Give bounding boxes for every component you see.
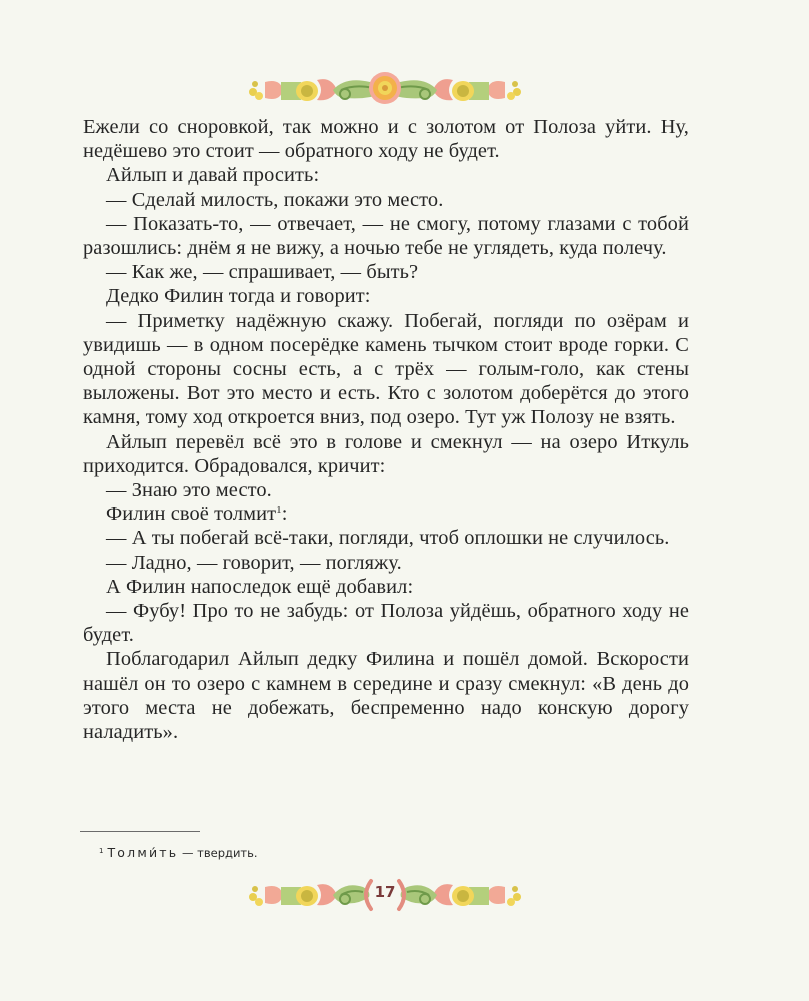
footnote-separator: —	[178, 846, 198, 860]
paragraph: — Фубу! Про то не забудь: от Полоза уйдёшь, обратного ходу не будет.	[83, 600, 689, 647]
footnote-term: Толми́ть	[107, 845, 179, 860]
paragraph: Ежели со сноровкой, так можно и с золотом от Полоза уйти. Ну, недёшево это стоит — обратного ходу не будет.	[83, 116, 689, 163]
footnote-divider	[80, 831, 200, 832]
footnote-definition: твердить.	[197, 846, 258, 860]
paragraph: — Знаю это место.	[106, 479, 272, 502]
page-number: 17	[374, 883, 396, 901]
paragraph: — А ты побегай всё-таки, погляди, чтоб оплошки не случилось.	[106, 527, 670, 550]
paragraph: Поблагодарил Айлып дедку Филина и пошёл домой. Вскорости нашёл он то озеро с камнем в середине и сразу смекнул: «В день до этого места не добежать, беспременно надо конскую дорогу наладить».	[83, 648, 689, 744]
paragraph: — Как же, — спрашивает, — быть?	[106, 261, 419, 284]
top-floral-ornament-icon	[245, 68, 525, 108]
paragraph: — Показать-то, — отвечает, — не смогу, потому глазами с тобой разошлись: днём я не вижу, а ночью тебе не углядеть, куда полечу.	[83, 212, 689, 260]
paragraph: А Филин напоследок ещё добавил:	[106, 575, 414, 598]
paragraph-text: Филин своё толмит	[106, 503, 277, 526]
paragraph: Дедко Филин тогда и говорит:	[106, 285, 371, 308]
paragraph: Айлып и давай просить:	[106, 164, 320, 187]
paragraph: — Ладно, — говорит, — погляжу.	[106, 551, 402, 574]
paragraph: — Приметку надёжную скажу. Побегай, погляди по озёрам и увидишь — в одном посерёдке камень тычком стоит вроде горки. С одной стороны сосны есть, а с трёх — голым-голо, как стены выложены. Вот это место и есть. Кто с золотом доберётся до этого камня, тому ход откроется вниз, под озеро. Тут уж Полозу не взять.	[83, 309, 689, 429]
story-text	[83, 115, 689, 744]
paragraph: Айлып перевёл всё это в голове и смекнул — на озеро Иткуль приходится. Обрадовался, кричит:	[83, 430, 689, 477]
footnote-mark: 1	[99, 847, 104, 855]
footnote-reference[interactable]: 1	[276, 504, 282, 517]
paragraph-text: :	[281, 503, 288, 526]
paragraph: — Сделай милость, покажи это место.	[106, 188, 444, 211]
footnote	[99, 845, 258, 860]
paragraph-with-footnote	[83, 502, 689, 526]
